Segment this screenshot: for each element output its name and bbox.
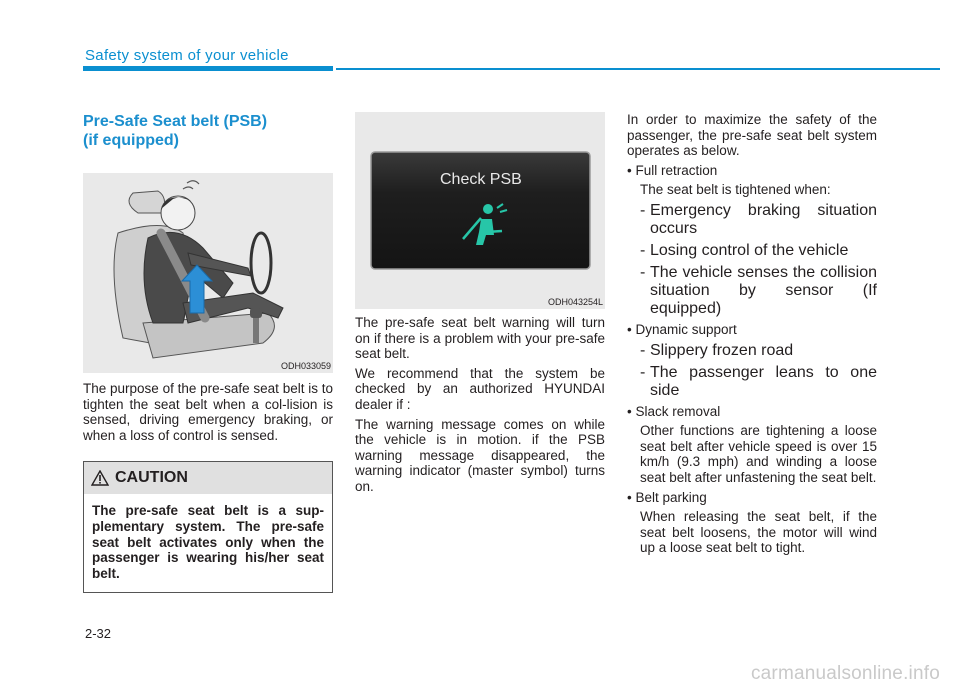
- bullet-dynamic-support: • Dynamic support: [627, 321, 737, 337]
- watermark: carmanualsonline.info: [750, 663, 940, 684]
- intro-paragraph: The purpose of the pre-safe seat belt is to tighten the seat belt when a col-lision is sensed, driving emergency braking, or when a loss of control is sensed.: [83, 381, 333, 443]
- header-accent-bar: [83, 66, 333, 71]
- bullet-slack-removal: • Slack removal: [627, 403, 721, 419]
- bullet-full-retraction: • Full retraction: [627, 162, 718, 178]
- cluster-display-illustration: [355, 112, 605, 309]
- driver-seatbelt-icon: [83, 173, 333, 373]
- page-number: 2-32: [85, 626, 112, 641]
- list-item: - Slippery frozen road: [640, 341, 794, 359]
- psb-display-icon: [355, 112, 605, 309]
- dealer-paragraph: We recommend that the system be checked by an authorized HYUNDAI dealer if :: [355, 365, 605, 412]
- slack-removal-desc: Other functions are tightening a loose seat belt after vehicle speed is over 15 km/h (9.3 mph) and winding a loose seat belt after unfastening the seat belt.: [640, 423, 877, 485]
- caution-label: CAUTION: [115, 469, 188, 487]
- section-title: [83, 112, 333, 150]
- section-title-line2: (if equipped): [83, 132, 179, 149]
- caution-header: [84, 462, 332, 494]
- bullet-belt-parking: • Belt parking: [627, 489, 707, 505]
- caution-text: The pre-safe seat belt is a sup-plementary system. The pre-safe seat belt activates only when the passenger is wearing his/her seat belt.: [92, 503, 324, 581]
- full-retraction-desc: The seat belt is tightened when:: [640, 182, 831, 198]
- figure-code: ODH043254L: [547, 297, 603, 307]
- message-paragraph: The warning message comes on while the vehicle is in motion. if the PSB warning message disappeared, the warning indicator (master symbol) turns on.: [355, 416, 605, 494]
- right-column: [627, 112, 877, 556]
- caution-box: [83, 461, 333, 593]
- header-rule: [336, 68, 940, 70]
- list-item: - The vehicle senses the collision situation by sensor (If equipped): [640, 263, 877, 317]
- warning-paragraph: The pre-safe seat belt warning will turn on if there is a problem with your pre-safe seat belt.: [355, 315, 605, 362]
- section-header: Safety system of your vehicle: [85, 47, 289, 64]
- list-item: - Losing control of the vehicle: [640, 241, 849, 259]
- warning-triangle-icon: [91, 470, 109, 486]
- display-message: Check PSB: [440, 171, 522, 188]
- figure-code: ODH033059: [280, 361, 331, 371]
- operation-intro: In order to maximize the safety of the passenger, the pre-safe seat belt system operates as below.: [627, 112, 877, 159]
- middle-column: [355, 112, 605, 495]
- seatbelt-illustration: [83, 173, 333, 373]
- section-title-line1: Pre-Safe Seat belt (PSB): [83, 113, 268, 130]
- belt-parking-desc: When releasing the seat belt, if the seat belt loosens, the motor will wind up a loose seat belt to tight.: [640, 509, 877, 556]
- list-item: - The passenger leans to one side: [640, 363, 877, 399]
- left-column: [83, 112, 333, 593]
- list-item: - Emergency braking situation occurs: [640, 201, 877, 237]
